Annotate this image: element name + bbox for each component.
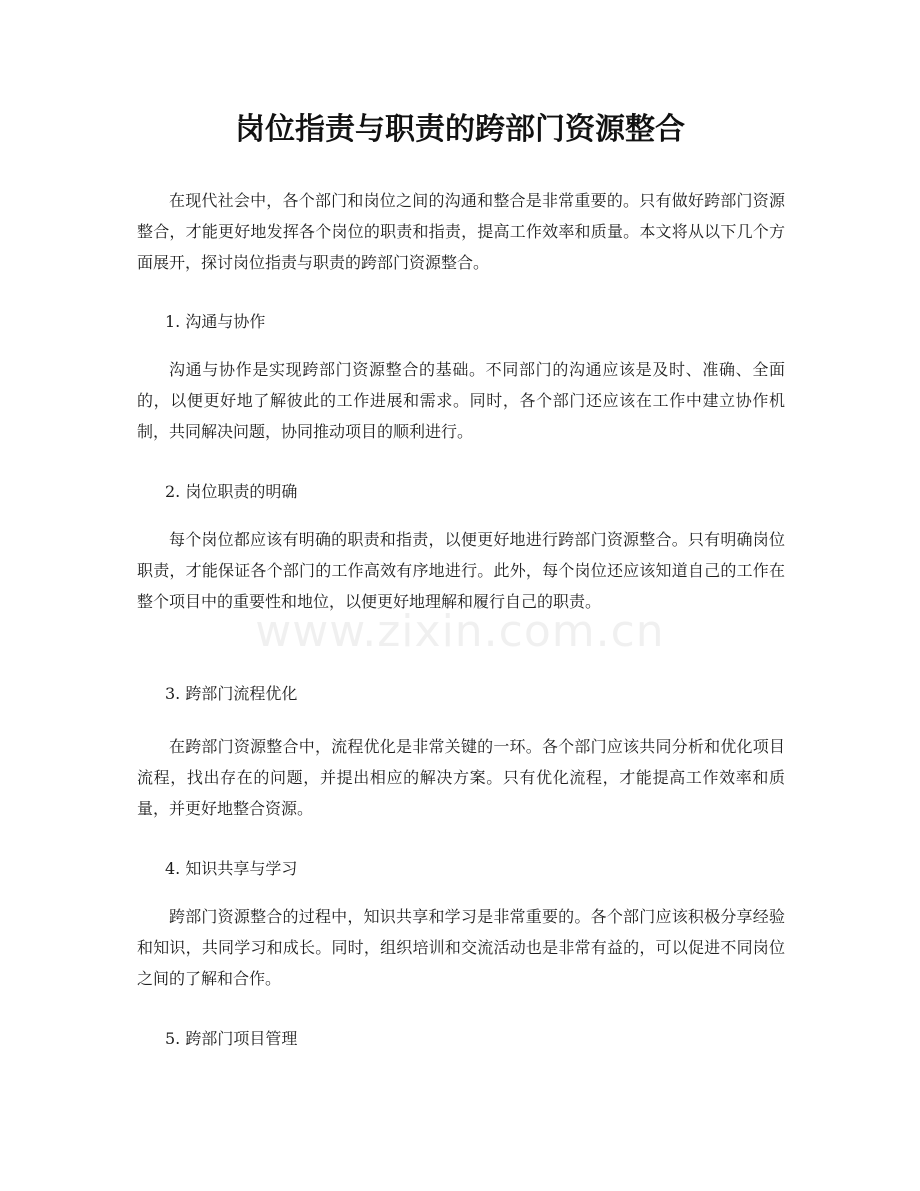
section-heading-5: 5. 跨部门项目管理 <box>165 1029 298 1048</box>
section-heading-1: 1. 沟通与协作 <box>165 312 266 331</box>
watermark: www.zixin.com.cn <box>255 606 665 657</box>
section-body-3: 在跨部门资源整合中，流程优化是非常关键的一环。各个部门应该共同分析和优化项目流程，找出存在的问题，并提出相应的解决方案。只有优化流程，才能提高工作效率和质量，并更好地整合资源。 <box>137 737 785 818</box>
section-body-2: 每个岗位都应该有明确的职责和指责，以便更好地进行跨部门资源整合。只有明确岗位职责，才能保证各个部门的工作高效有序地进行。此外，每个岗位还应该知道自己的工作在整个项目中的重要性和地位，以便更好地理解和履行自己的职责。 <box>137 530 785 611</box>
document-title: 岗位指责与职责的跨部门资源整合 <box>235 112 685 147</box>
section-heading-2: 2. 岗位职责的明确 <box>165 482 298 501</box>
section-body-1: 沟通与协作是实现跨部门资源整合的基础。不同部门的沟通应该是及时、准确、全面的，以便更好地了解彼此的工作进展和需求。同时，各个部门还应该在工作中建立协作机制，共同解决问题，协同推动项目的顺利进行。 <box>137 360 785 441</box>
section-heading-3: 3. 跨部门流程优化 <box>165 684 298 703</box>
section-heading-4: 4. 知识共享与学习 <box>165 859 298 878</box>
section-body-4: 跨部门资源整合的过程中，知识共享和学习是非常重要的。各个部门应该积极分享经验和知识，共同学习和成长。同时，组织培训和交流活动也是非常有益的，可以促进不同岗位之间的了解和合作。 <box>137 907 785 988</box>
intro-paragraph: 在现代社会中，各个部门和岗位之间的沟通和整合是非常重要的。只有做好跨部门资源整合，才能更好地发挥各个岗位的职责和指责，提高工作效率和质量。本文将从以下几个方面展开，探讨岗位指责与职责的跨部门资源整合。 <box>137 191 785 272</box>
